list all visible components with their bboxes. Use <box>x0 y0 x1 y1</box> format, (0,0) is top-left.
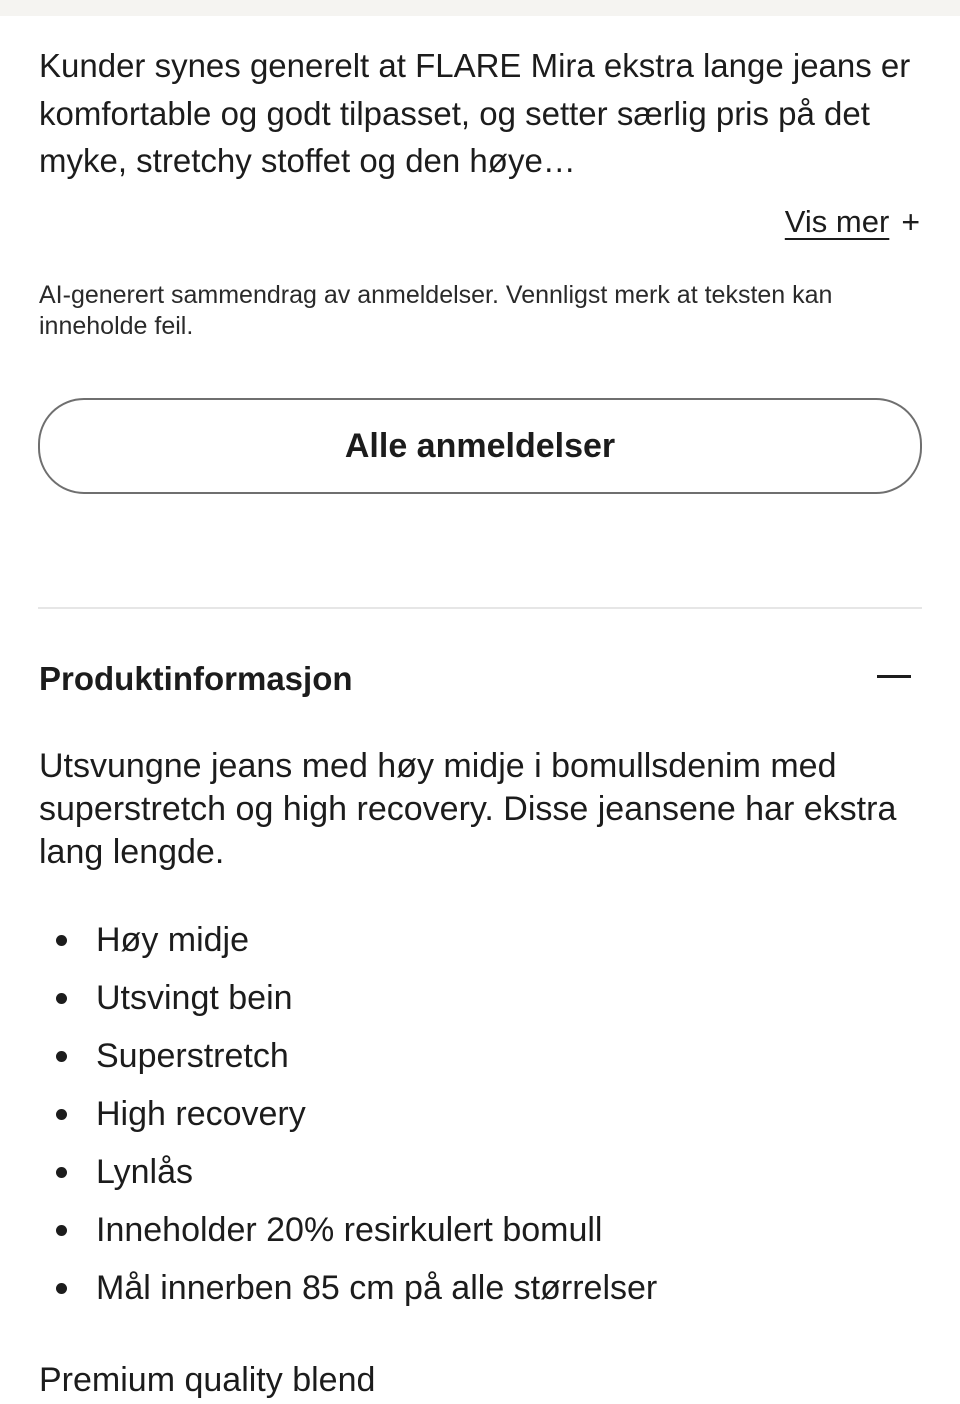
product-info-accordion-header[interactable] <box>39 652 921 706</box>
list-item <box>39 1088 919 1146</box>
feature-text: Høy midje <box>96 921 250 959</box>
product-info-title: Produktinformasjon <box>39 660 353 697</box>
all-reviews-button[interactable]: Alle anmeldelser <box>38 398 922 494</box>
top-bar <box>0 0 960 16</box>
feature-text: Superstretch <box>96 1037 289 1075</box>
list-item <box>39 1030 919 1088</box>
feature-text: Inneholder 20% resirkulert bomull <box>96 1211 603 1249</box>
list-item <box>39 1146 919 1204</box>
bullet-icon <box>56 1167 67 1178</box>
bullet-icon <box>56 935 67 946</box>
show-more-link[interactable] <box>785 202 920 242</box>
review-summary-text: Kunder synes generelt at FLARE Mira ekstra lange jeans er komfortable og godt tilpasset, og setter særlig pris på det myke, stretchy stoffet og den høye… <box>39 47 911 179</box>
list-item <box>39 1262 919 1320</box>
feature-text: High recovery <box>96 1095 306 1133</box>
list-item <box>39 914 919 972</box>
bullet-icon <box>56 1225 67 1236</box>
bullet-icon <box>56 1283 67 1294</box>
show-more-label: Vis mer <box>784 204 890 239</box>
feature-text: Mål innerben 85 cm på alle størrelser <box>96 1269 658 1307</box>
bullet-icon <box>56 1109 67 1120</box>
feature-text: Utsvingt bein <box>96 979 293 1017</box>
section-divider <box>38 607 922 609</box>
feature-list <box>39 914 919 1320</box>
list-item <box>39 972 919 1030</box>
blend-label: Premium quality blend <box>39 1361 376 1399</box>
minus-icon[interactable] <box>877 675 911 678</box>
ai-disclaimer: AI-generert sammendrag av anmeldelser. Vennligst merk at teksten kan inneholde feil. <box>39 281 833 340</box>
list-item <box>39 1204 919 1262</box>
bullet-icon <box>56 1051 67 1062</box>
plus-icon: + <box>901 204 920 240</box>
feature-text: Lynlås <box>96 1153 194 1191</box>
product-description: Utsvungne jeans med høy midje i bomullsdenim med superstretch og high recovery. Disse jeansene har ekstra lang lengde. <box>39 747 897 871</box>
bullet-icon <box>56 993 67 1004</box>
